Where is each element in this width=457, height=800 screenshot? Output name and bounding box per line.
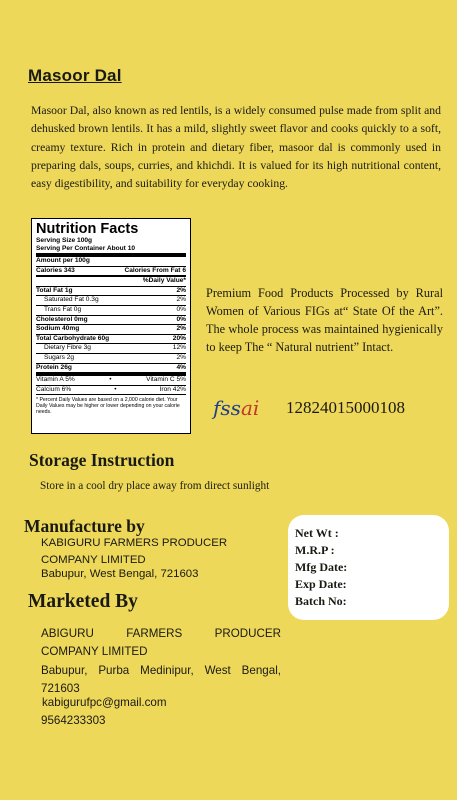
nutrient-row: [36, 334, 186, 344]
marketer-address: Babupur, Purba Medinipur, West Bengal, 721603: [41, 664, 281, 695]
nutrient-value: 2%: [176, 325, 186, 333]
nutrient-row: [36, 286, 186, 296]
exp-date-label: Exp Date:: [295, 577, 347, 591]
nutrient-value: 2%: [176, 286, 186, 294]
nutrient-value: 0%: [176, 315, 186, 323]
nutrient-label: Sugars 2g: [44, 353, 75, 361]
nutrient-row: [36, 363, 186, 373]
nutrient-value: 2%: [176, 296, 186, 304]
nutrient-label: Dietary Fibre 3g: [44, 344, 91, 352]
premium-statement: Premium Food Products Processed by Rural Women of Various FIGs at“ State Of the Art”. The whole process was maintained hygienically to keep The “ Natural nutrient” Intact.: [206, 286, 443, 354]
manufacturer-address: Babupur, West Bengal, 721603: [41, 568, 199, 580]
nutrient-row: [36, 315, 186, 325]
product-title: Masoor Dal: [28, 66, 122, 85]
nutrient-row: [36, 305, 186, 315]
fssai-logo-suffix: ai: [240, 396, 260, 420]
mfg-date-label: Mfg Date:: [295, 560, 348, 574]
storage-text: Store in a cool dry place away from direct sunlight: [40, 480, 270, 492]
vitamin-row: [36, 372, 186, 385]
marketer-name: ABIGURU FARMERS PRODUCER COMPANY LIMITED: [41, 627, 281, 658]
product-description: Masoor Dal, also known as red lentils, is a widely consumed pulse made from split and dehusked brown lentils. It has a mild, slightly sweet flavor and cooks quickly to a soft, creamy texture. Rich in protein and dietary fiber, masoor dal is commonly used in preparing dals, soups, curries, and khichdi. It is valued for its high nutritional content, easy digestibility, and suitability for everyday cooking.: [31, 104, 441, 191]
marketer-email: kabigurufpc@gmail.com: [42, 696, 167, 709]
nutrient-row: [36, 324, 186, 334]
nutrient-row: [36, 343, 186, 353]
nutrition-title: Nutrition Facts: [36, 221, 139, 237]
nutrient-value: 2%: [176, 353, 186, 361]
nutrient-value: 0%: [176, 305, 186, 313]
fssai-logo: [213, 396, 259, 420]
nutrient-label: Total Carbohydrate 60g: [36, 334, 110, 342]
nutrient-label: Trans Fat 0g: [44, 305, 82, 313]
nutrient-label: Sodium 40mg: [36, 325, 80, 333]
calories-label: Calories 343: [36, 266, 75, 274]
fssai-logo-prefix: fss: [213, 396, 241, 420]
manufacturer-heading: Manufacture by: [24, 516, 145, 536]
nutrient-value: 4%: [176, 363, 186, 371]
bullet: •: [114, 385, 117, 393]
nutrient-label: Total Fat 1g: [36, 286, 73, 294]
calories-row: [36, 266, 186, 276]
vitamin-row: [36, 385, 186, 395]
manufacturer-name: KABIGURU FARMERS PRODUCER COMPANY LIMITED: [41, 537, 228, 566]
batch-info-box: [288, 515, 449, 620]
nutrient-label: Protein 26g: [36, 363, 72, 371]
nutrient-label: Cholesterol 0mg: [36, 315, 88, 323]
batch-no-label: Batch No:: [295, 594, 347, 608]
vitamin-right: Vitamin C 5%: [146, 376, 186, 384]
bullet: •: [109, 376, 112, 384]
vitamin-right: Iron 42%: [159, 385, 186, 393]
vitamin-left: Calcium 6%: [36, 385, 72, 393]
fssai-number: 12824015000108: [286, 398, 405, 417]
vitamin-left: Vitamin A 5%: [36, 376, 75, 384]
daily-value-header-row: [36, 275, 186, 286]
nutrient-value: 12%: [172, 344, 186, 352]
nutrient-label: Saturated Fat 0.3g: [44, 296, 99, 304]
serving-size: Serving Size 100g: [36, 237, 93, 244]
amount-per-row: [36, 253, 186, 266]
storage-heading: Storage Instruction: [29, 450, 175, 470]
daily-value-header: %Daily Value*: [142, 277, 186, 285]
servings-per-container: Serving Per Container About 10: [36, 245, 136, 252]
calories-fat-label: Calories From Fat 6: [124, 266, 186, 274]
nutrition-facts-panel: [31, 218, 191, 434]
amount-per-label: Amount per 100g: [36, 257, 90, 264]
marketer-phone: 9564233303: [41, 714, 106, 727]
nutrient-value: 20%: [172, 334, 186, 342]
marketer-heading: Marketed By: [28, 591, 138, 612]
nutrition-footnote: * Percent Daily Values are based on a 2,000 calorie diet. Your Daily Values may be higher or lower depending on your calorie needs.: [36, 394, 186, 415]
mrp-label: M.R.P :: [295, 543, 335, 557]
nutrient-row: [36, 295, 186, 305]
nutrient-row: [36, 353, 186, 363]
net-weight-label: Net Wt :: [295, 526, 339, 540]
